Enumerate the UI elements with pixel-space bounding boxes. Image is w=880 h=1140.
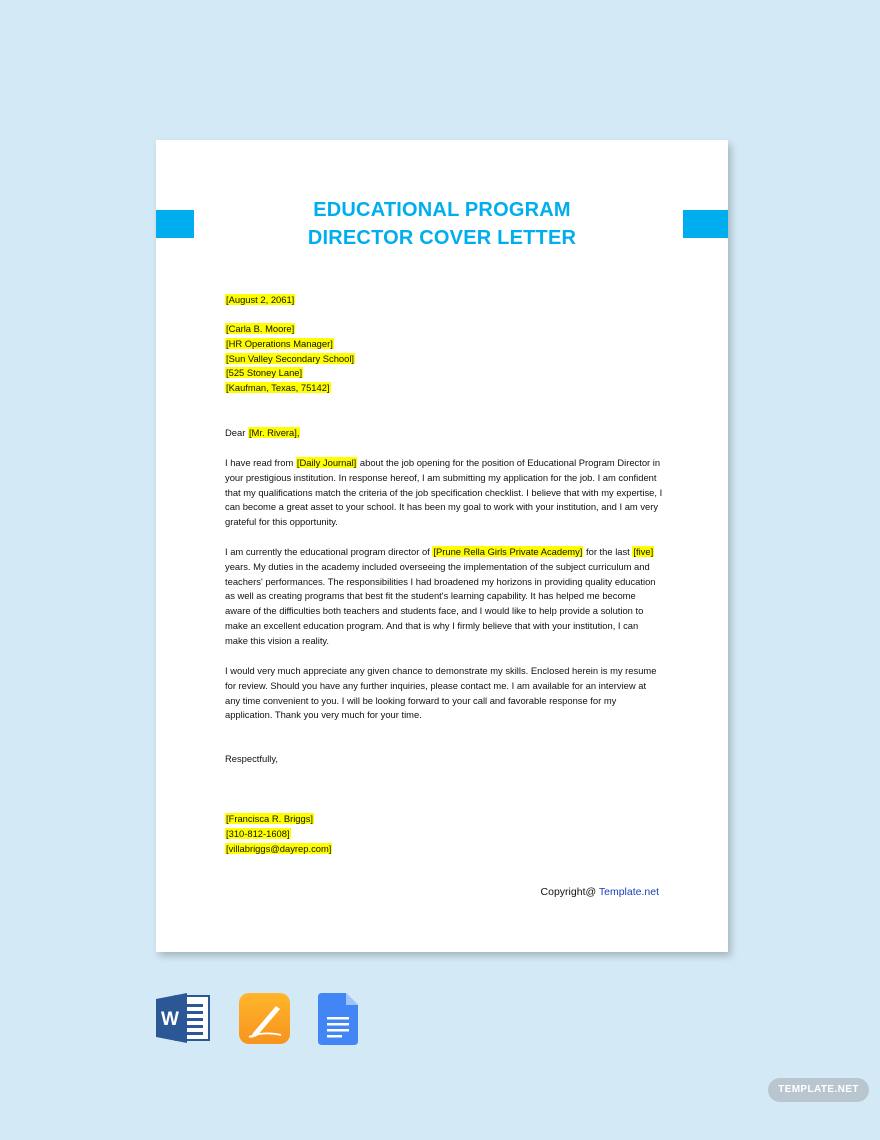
paragraph-1-text-cont: about the job opening for the position of Educational Program Director in your prestigious institution. In response hereof, I am submitting my application for the job. I am confident that my qualifications match the criteria of the job specification checklist. I believe that with my expertise, I can become a great asset to your school. It has been my goal to work with your institution, and I am very grateful for this opportunity. [225, 457, 663, 528]
microsoft-word-icon[interactable] [156, 993, 210, 1043]
recipient-title: [HR Operations Manager] [226, 337, 333, 349]
copyright-site-link[interactable]: Template.net [598, 886, 659, 898]
letter-page [156, 140, 728, 952]
copyright-notice [541, 886, 659, 898]
closing: Respectfully, [225, 753, 278, 764]
title-line-1: EDUCATIONAL PROGRAM [313, 199, 571, 221]
years-highlight: [five] [633, 546, 654, 557]
google-docs-icon[interactable] [318, 993, 358, 1045]
paragraph-1-text: I have read from [225, 457, 296, 468]
signature-block [225, 812, 663, 856]
source-highlight: [Daily Journal] [296, 457, 357, 468]
paragraph-2-text-cont: years. My duties in the academy included overseeing the implementation of the subject curriculum and teachers' performances. The responsibilities I had broadened my horizons in providing quality education as well as creating programs that best fit the student's learning capability. It has helped me become aware of the difficulties both teachers and students face, and I would like to help provide a solution to make an excellent education program. And that is why I firmly believe that with your institution, I can make this vision a reality. [225, 560, 656, 646]
recipient-address [225, 322, 663, 396]
letter-date [225, 293, 663, 308]
salutation [225, 426, 663, 441]
academy-highlight: [Prune Rella Girls Private Academy] [433, 546, 583, 557]
paragraph-2 [225, 545, 663, 649]
word-letter: W [161, 1009, 179, 1030]
paragraph-3-text: I would very much appreciate any given chance to demonstrate my skills. Enclosed herein is my resume for review. Should you have any further inquiries, please contact me. I am available for an interview at any time convenient to you. I will be looking forward to your call and favorable response for my application. Thank you very much for your time. [225, 665, 657, 721]
recipient-school: [Sun Valley Secondary School] [226, 352, 355, 364]
recipient-city: [Kaufman, Texas, 75142] [226, 382, 330, 394]
apple-pages-icon[interactable] [239, 993, 290, 1044]
date-text: [August 2, 2061] [226, 294, 295, 305]
salutation-name: [Mr. Rivera], [248, 427, 300, 438]
recipient-name: [Carla B. Moore] [226, 323, 295, 334]
title-line-2: DIRECTOR COVER LETTER [307, 227, 577, 249]
signature-name: [Francisca R. Briggs] [226, 813, 314, 824]
template-net-badge[interactable]: TEMPLATE.NET [768, 1078, 869, 1102]
salutation-prefix: Dear [225, 427, 248, 438]
copyright-prefix: Copyright@ [540, 886, 599, 898]
paragraph-1 [225, 456, 663, 530]
paragraph-3 [225, 664, 663, 723]
paragraph-2-text-mid: for the last [583, 546, 633, 557]
signature-phone: [310-812-1608] [226, 827, 290, 839]
signature-email: [villabriggs@dayrep.com] [226, 842, 332, 854]
paragraph-2-text: I am currently the educational program director of [225, 546, 433, 557]
recipient-street: [525 Stoney Lane] [226, 367, 303, 379]
page-title [156, 196, 728, 252]
